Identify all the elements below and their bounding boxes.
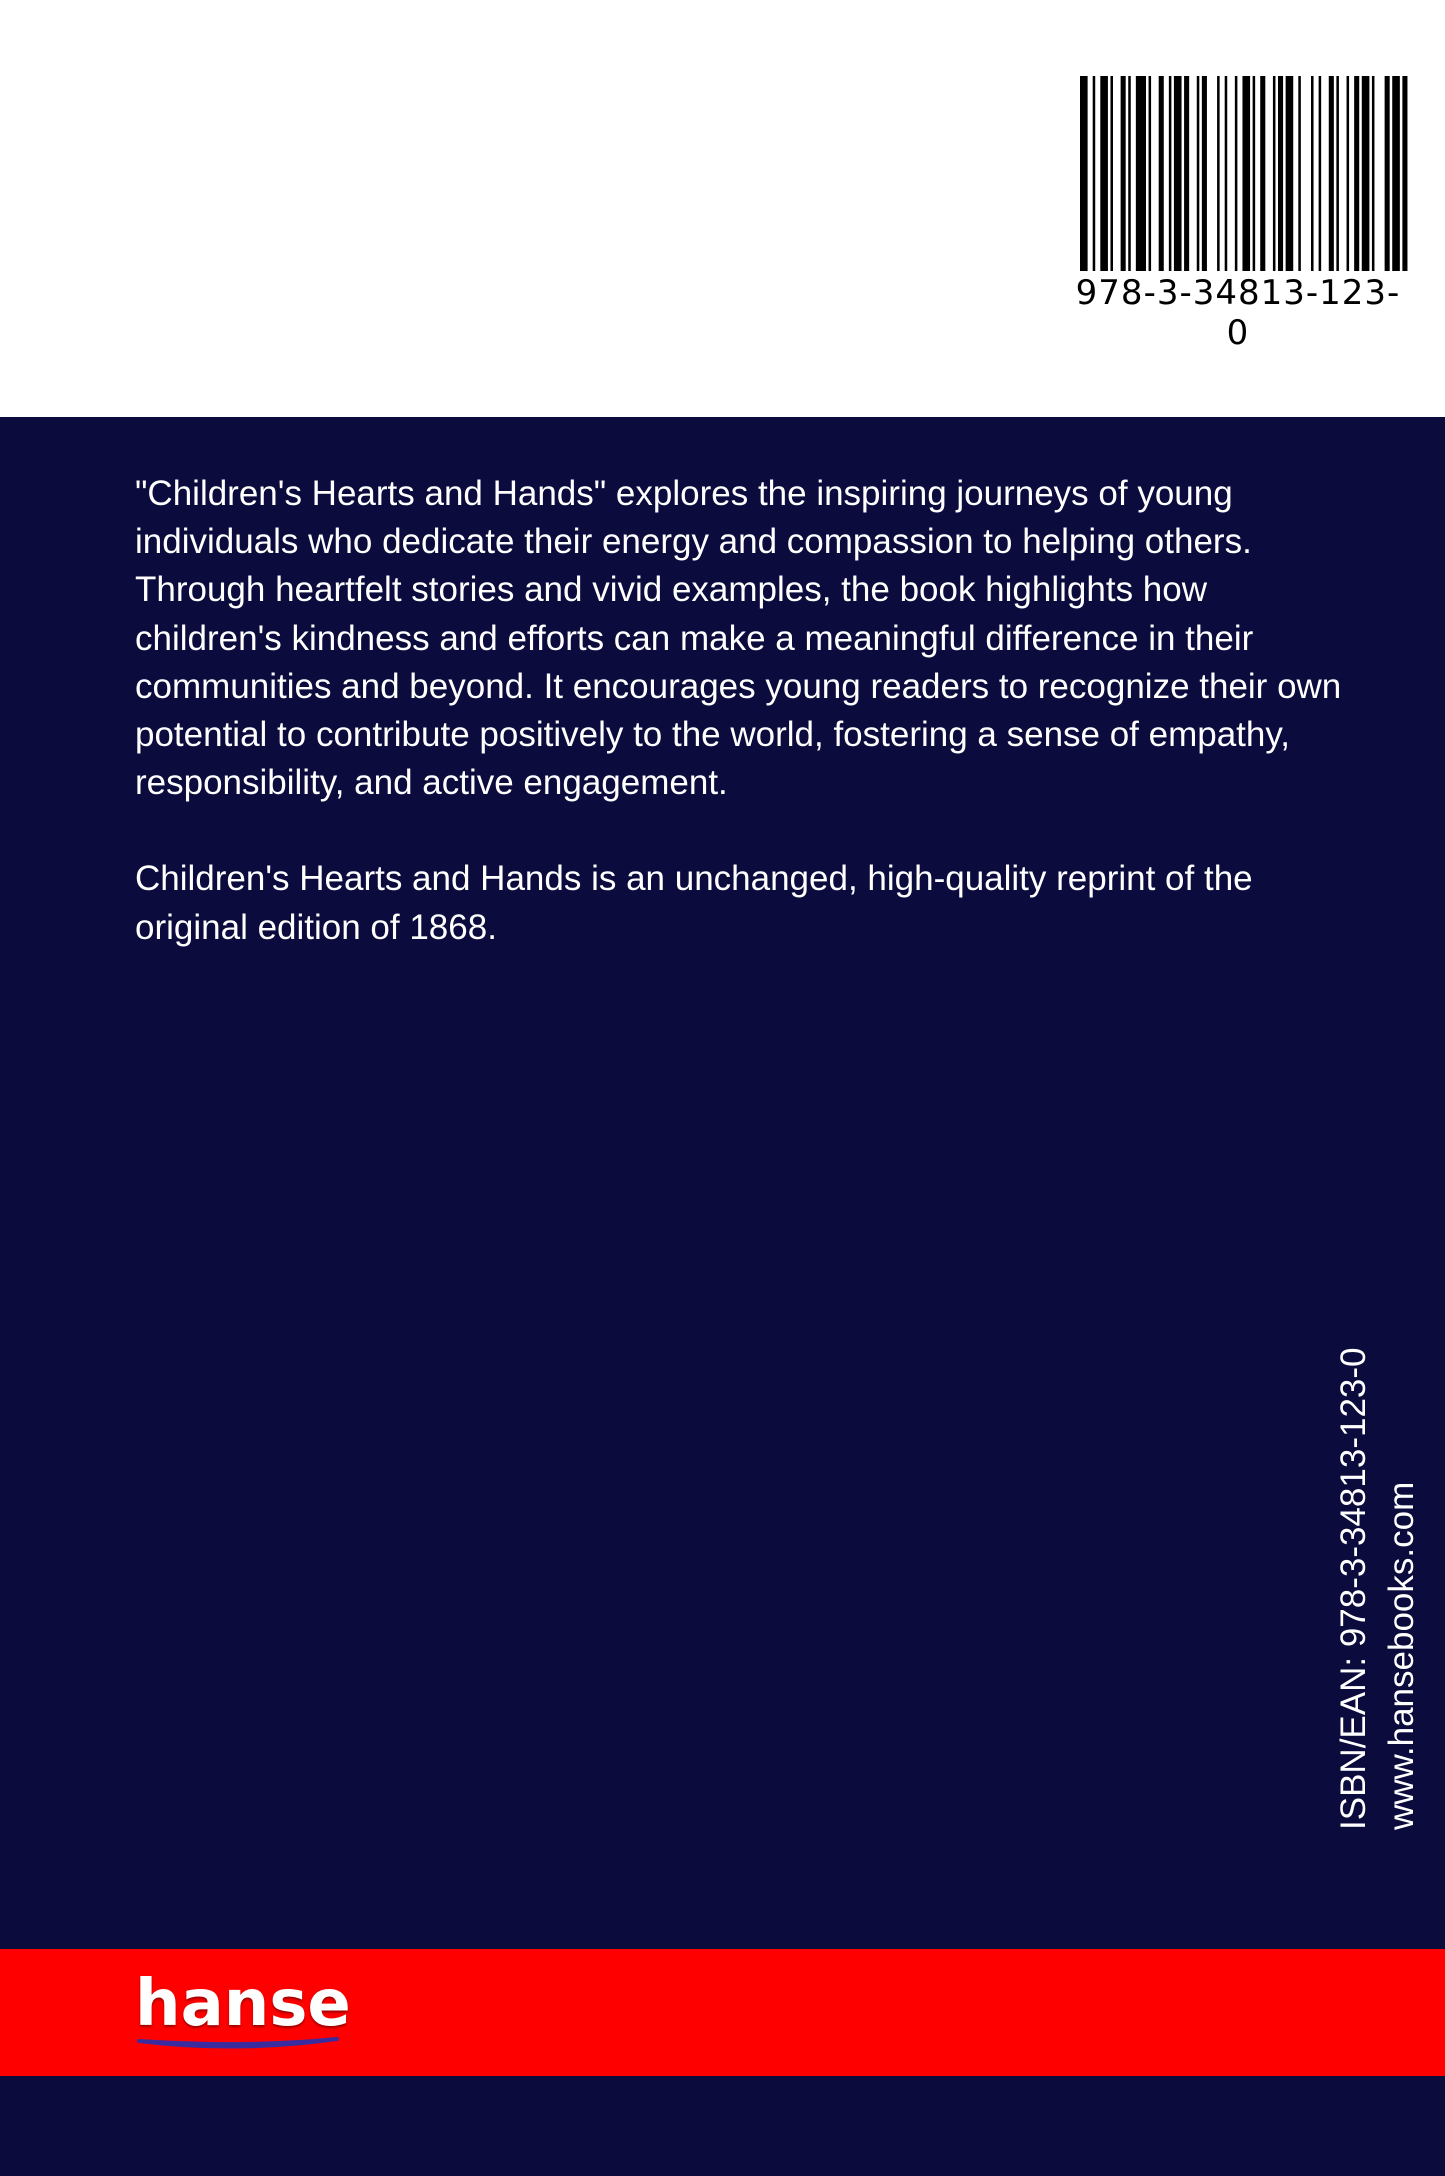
barcode-bar	[1128, 76, 1131, 271]
top-white-area	[0, 0, 1445, 417]
isbn-label: ISBN/EAN: 978-3-34813-123-0	[1334, 1347, 1373, 1830]
bottom-strip	[0, 2076, 1445, 2176]
barcode-bar	[1242, 76, 1250, 271]
barcode-bar	[1273, 76, 1276, 271]
barcode-bar	[1260, 76, 1265, 271]
barcode-bar	[1336, 76, 1339, 271]
barcode-bar	[1392, 76, 1400, 271]
barcode-bar	[1354, 76, 1359, 271]
barcode-number: 978-3-34813-123-0	[1075, 273, 1401, 353]
barcode-bar	[1225, 76, 1228, 271]
barcode-bar	[1174, 76, 1182, 271]
barcode-bar	[1278, 76, 1283, 271]
barcode-bar	[1372, 76, 1375, 271]
barcode-bar	[1169, 76, 1172, 271]
barcode-bars	[1080, 76, 1410, 271]
barcode-bar	[1347, 76, 1350, 271]
barcode-bar	[1402, 76, 1407, 271]
barcode-bar	[1149, 76, 1152, 271]
description-paragraph-2: Children's Hearts and Hands is an unchanged, high-quality reprint of the original edition of 1868.	[135, 859, 1253, 947]
barcode-bar	[1235, 76, 1238, 271]
book-description	[135, 470, 1355, 952]
barcode-bar	[1184, 76, 1189, 271]
barcode-bar	[1298, 76, 1301, 271]
barcode-bar	[1319, 76, 1322, 271]
hanse-logo	[135, 1967, 351, 2055]
barcode-bar	[1110, 76, 1113, 271]
barcode-bar	[1286, 76, 1294, 271]
barcode-bar	[1329, 76, 1334, 271]
description-paragraph-1: "Children's Hearts and Hands" explores the inspiring journeys of young individuals who dedicate their energy and compassion to helping others. Through heartfelt stories and vivid examples, the book highlights how children's kindness and efforts can make a meaningful difference in their communities and beyond. It encourages young readers to recognize their own potential to contribute positively to the world, fostering a sense of empathy, responsibility, and active engagement.	[135, 474, 1342, 803]
website-label: www.hansebooks.com	[1382, 1481, 1421, 1830]
logo-wordmark: hanse	[135, 1967, 351, 2041]
barcode-bar	[1093, 76, 1096, 271]
barcode-bar	[1159, 76, 1164, 271]
barcode-bar	[1202, 76, 1207, 271]
barcode	[1070, 76, 1410, 353]
barcode-bar	[1311, 76, 1314, 271]
barcode-bar	[1080, 76, 1088, 271]
barcode-bar	[1197, 76, 1200, 271]
barcode-bar	[1385, 76, 1390, 271]
logo-swoosh-icon	[137, 2035, 347, 2053]
barcode-bar	[1362, 76, 1370, 271]
barcode-bar	[1217, 76, 1220, 271]
barcode-bar	[1136, 76, 1146, 271]
barcode-bar	[1253, 76, 1256, 271]
barcode-bar	[1121, 76, 1126, 271]
spine-info	[1330, 1348, 1426, 1831]
barcode-bar	[1100, 76, 1108, 271]
